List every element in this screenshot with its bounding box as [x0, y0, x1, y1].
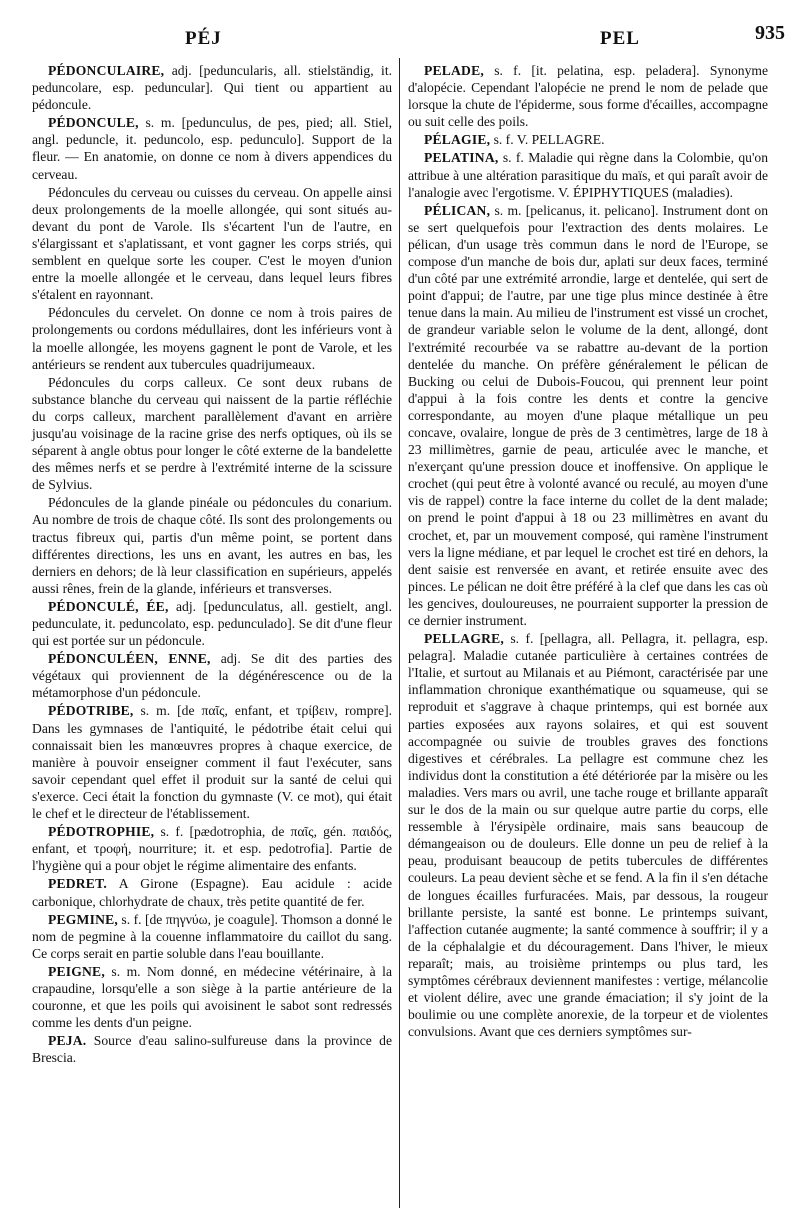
- entry-term: PÉDOTRIBE,: [48, 703, 134, 719]
- right-running-head: PEL: [600, 28, 640, 49]
- entry-text: s. f. [it. pelatina, esp. peladera]. Synonyme d'alopécie. Cependant l'alopécie ne prend le nom de pelade que lorsque la chute de l'épiderme, sous forme d'écailles, accompagne ou suit celle des poils.: [408, 63, 768, 130]
- entry-text: s. m. Nom donné, en médecine vétérinaire, à la crapaudine, lorsqu'elle a son siège à la partie antérieure de la couronne, et que les poils qui avoisinent le sabot sont redressés comme les dents d'un peigne.: [32, 963, 392, 1031]
- sub-entry: [32, 374, 392, 494]
- dictionary-entry: [32, 650, 392, 701]
- entry-text: s. f. [de πηγνύω, je coagule]. Thomson a donné le nom de pegmine à la couenne inflammatoire du caillot du sang. Ce corps serait en partie soluble dans l'eau bouillante.: [32, 911, 392, 961]
- sub-entry: [32, 494, 392, 597]
- entry-term: PÉDONCULE,: [48, 115, 139, 131]
- page-number: 935: [755, 22, 785, 44]
- dictionary-entry: [32, 1032, 392, 1066]
- right-column: [408, 62, 768, 1041]
- entry-term: PEGMINE,: [48, 911, 118, 927]
- entry-term: PEDRET.: [48, 876, 107, 892]
- dictionary-entry: [408, 149, 768, 200]
- entry-term: PÉDONCULÉ, ÉE,: [48, 598, 169, 614]
- dictionary-entry: [32, 702, 392, 822]
- left-column: [32, 62, 392, 1067]
- entry-text: Pédoncules du cerveau ou cuisses du cerveau. On appelle ainsi deux prolongements de la moelle allongée, qui sont situés au-devant du pont de Varole. Ils s'écartent l'un de l'autre, en s'élargissant et s'aplatissant, et vont gagner les corps striés, qui semblent en quelque sorte les couper. C'est le moyen d'union entre la moelle allongée et le cerveau, dans lequel leurs fibres s'étalent en rayonnant.: [32, 184, 392, 303]
- entry-term: PÉDONCULAIRE,: [48, 63, 165, 78]
- entry-text: s. m. [pedunculus, de pes, pied; all. Stiel, angl. peduncle, it. peduncolo, esp. pedunculo]. Support de la fleur. — En anatomie, on donne ce nom à divers appendices du cerveau.: [32, 115, 392, 182]
- dictionary-entry: [32, 963, 392, 1031]
- dictionary-entry: [32, 823, 392, 874]
- entry-text: Pédoncules de la glande pinéale ou pédoncules du conarium. Au nombre de trois de chaque côté. Ils sont des prolongements ou tractus fibreux qui, partis d'un même point, se portent dans différentes directions, les uns en avant, les autres en bas, les derniers en dehors; de là leur classification en supérieurs, appelés aussi rênes, frein de la glande, inférieurs et transverses.: [32, 495, 392, 596]
- entry-term: PÉDONCULÉEN, ENNE,: [48, 651, 211, 667]
- entry-term: PEJA.: [48, 1033, 87, 1049]
- entry-text: s. f. Maladie qui règne dans la Colombie, qu'on attribue à une altération parasitique du maïs, et qui paraît avoir de l'analogie avec l'ergotisme. V. ÉPIPHYTIQUES (maladies).: [408, 150, 768, 200]
- entry-text: Pédoncules du cervelet. On donne ce nom à trois paires de prolongements ou cordons médullaires, dont les inférieurs vont à la moelle allongée, les moyens gagnent le pont de Varole, et les antérieurs se rendent aux tubercules quadrijumeaux.: [32, 305, 392, 372]
- entry-text: s. f. [pellagra, all. Pellagra, it. pellagra, esp. pelagra]. Maladie cutanée particulière à certaines contrées de l'Italie, et surtout au Milanais et au Piémont, caractérisée par une inflammation chronique exanthématique ou squameuse, qui se reproduit et s'aggrave à chaque printemps, qui est bornée aux parties exposées aux rayons solaires, et qui est souvent accompagnée ou suivie de troubles graves des fonctions digestives et cérébrales. La pellagre est commune chez les individus dont la constitution a été détériorée par la misère ou les maladies. Vers mars ou avril, une tache rouge et brillante apparaît sur le dos de la main ou sur quelque autre partie du corps, elle ressemble à l'érysipèle ordinaire, mais sans beaucoup de démangeaison ou de douleurs. Elle donne un peu de relief à la peau, produisant beaucoup de petits tubercules de différentes couleurs. La peau devient sèche et se fend. A la fin il s'en détache de longues écailles furfuracées. Mais, par dessous, la rougeur brillante persiste, la santé est bonne. Le printemps suivant, l'affection cutanée augmente; la santé commence à souffrir; il y a de la céphalalgie et du découragement. Dans l'hiver, le mieux reparaît; mais, au troisième printemps ou plus tard, les symptômes cérébraux deviennent manifestes : vertige, mélancolie et violent délire, avec une grande émaciation; il s'y joint de la boulimie ou une complète anorexie, de la torpeur et de violentes convulsions. Avant que ces derniers symptômes sur-: [408, 631, 768, 1040]
- entry-text: adj. Se dit des parties des végétaux qui proviennent de la dégénérescence ou de la métamorphose d'un pédoncule.: [32, 651, 392, 701]
- entry-term: PÉDOTROPHIE,: [48, 824, 155, 840]
- entry-term: PÉLICAN,: [424, 202, 491, 218]
- dictionary-entry: [32, 598, 392, 649]
- page-header: [30, 22, 785, 56]
- dictionary-entry: [408, 202, 768, 629]
- dictionary-entry: [32, 875, 392, 909]
- entry-term: PELADE,: [424, 63, 484, 78]
- entry-text: adj. [pedunculatus, all. gestielt, angl. pedunculate, it. peduncolato, esp. pedunculado]. Se dit d'une fleur qui est portée sur un pédoncule.: [32, 598, 392, 649]
- entry-text: s. m. [pelicanus, it. pelicano]. Instrument dont on se sert quelquefois pour l'extraction des dents molaires. Le pélican, d'un usage très commun dans le nord de l'Europe, se compose d'un manche de bois dur, aplati sur deux faces, terminé d'un côté par une extrémité arrondie, large et dentelée, qui sert de point d'appui; de l'autre, par une tige plus mince destinée à être tenue dans la main. Au milieu de l'instrument est vissé un crochet, de grandeur variable selon le volume de la dent, allongé, dont l'extrémité recourbée va se rabattre au-devant de la portion dentelée du manche. On préfère généralement le pélican de Bucking ou celui de Dubois-Foucou, qui prennent leur point d'appui à la fois contre les dents et contre la gencive correspondante, au moyen d'une plaque métallique un peu concave, ovalaire, longue de près de 3 centimètres, large de 18 à 23 millimètres, garnie de peau, articulée avec le manche, et n'exerçant qu'une pression douce et inoffensive. On applique le crochet (qui peut être à volonté avancé ou reculé, au moyen d'une vis de rappel) contre la face interne du collet de la dent malade; on prend le point d'appui à 18 ou 23 millimètres en avant du crochet, et, par un mouvement composé, qui ramène l'instrument vers la ligne médiane, et par lequel le crochet est tiré en dehors, la dent saisie est renversée en avant, et retirée ensuite avec des pinces. Le pélican ne doit être préféré à la clef que dans les cas où les gencives, douloureuses, ne pourraient supporter la pression de ce dernier instrument.: [408, 202, 768, 628]
- dictionary-entry: [32, 911, 392, 962]
- dictionary-entry: [408, 131, 768, 148]
- entry-text: s. f. V. PELLAGRE.: [490, 132, 605, 148]
- entry-text: s. m. [de παῖς, enfant, et τρίβειν, rompre]. Dans les gymnases de l'antiquité, le pédotribe était celui qui connaissait bien les manœuvres propres à chaque exercice, de manière à pouvoir enseigner comment il faut l'exécuter, sans savoir cependant quel effet il produit sur la santé de celui qui s'exerce. Ceci était la fonction du gymnaste (V. ce mot), qui était le chef et le directeur de l'établissement.: [32, 703, 392, 822]
- entry-text: adj. [peduncularis, all. stielständig, it. peduncolare, esp. peduncular]. Qui tient ou appartient au pédoncule.: [32, 63, 392, 113]
- dictionary-entry: [32, 62, 392, 113]
- entry-term: PEIGNE,: [48, 963, 105, 979]
- sub-entry: [32, 184, 392, 304]
- entry-text: s. f. [pædotrophia, de παῖς, gén. παιδός, enfant, et τροφή, nourriture; it. et esp. pedotrofia]. Partie de l'hygiène qui a pour objet le régime alimentaire des enfants.: [32, 824, 392, 874]
- column-divider: [399, 58, 400, 1208]
- entry-term: PELATINA,: [424, 150, 499, 166]
- dictionary-entry: [408, 630, 768, 1040]
- entry-text: Source d'eau salino-sulfureuse dans la province de Brescia.: [32, 1033, 392, 1066]
- entry-term: PÉLAGIE,: [424, 132, 491, 148]
- sub-entry: [32, 304, 392, 372]
- entry-term: PELLAGRE,: [424, 631, 504, 647]
- entry-text: Pédoncules du corps calleux. Ce sont deux rubans de substance blanche du cerveau qui naissent de la partie réfléchie du corps calleux, marchent parallèlement d'avant en arrière jusqu'au voisinage de la racine grise des nerfs optiques, où ils se séparent à angle obtus pour longer le côté externe de la bandelette des mêmes nerfs et se perdre à l'extrémité interne de la scissure de Sylvius.: [32, 374, 392, 493]
- dictionary-entry: [408, 62, 768, 130]
- entry-text: A Girone (Espagne). Eau acidule : acide carbonique, chlorhydrate de chaux, très petite quantité de fer.: [32, 876, 392, 909]
- dictionary-entry: [32, 114, 392, 182]
- left-running-head: PÉJ: [185, 28, 222, 49]
